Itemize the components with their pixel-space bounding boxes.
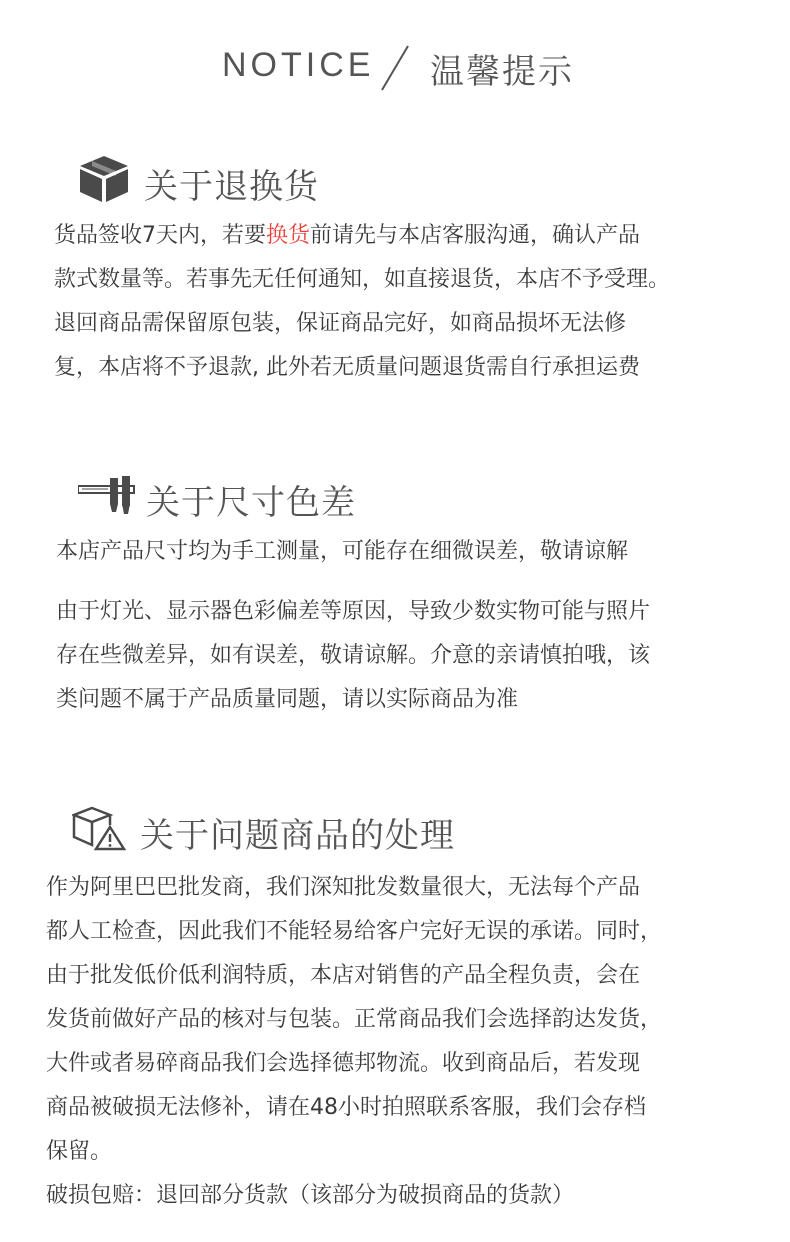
caliper-icon [78,474,136,525]
section-issues-title [72,805,455,860]
size-line-1: 本店产品尺寸均为手工测量，可能存在细微误差，敬请谅解 [56,539,629,564]
issues-line-2: 都人工检查，因此我们不能轻易给客户完好无误的承诺。同时， [46,919,663,944]
size-line-4: 类问题不属于产品质量同题，请以实际商品为准 [56,687,519,712]
issues-line-3: 由于批发低价低利润特质，本店对销售的产品全程负责，会在 [46,963,641,988]
notice-title-cn: 温馨提示 [430,52,574,92]
returns-line-4: 复，本店将不予退款, 此外若无质量问题退货需自行承担运费 [54,355,640,380]
issues-line-1: 作为阿里巴巴批发商，我们深知批发数量很大，无法每个产品 [46,875,641,900]
section-size-title [78,474,356,525]
size-line-3: 存在些微差异，如有误差，敬请谅解。介意的亲请慎拍哦，该 [56,643,651,668]
section-title-text: 关于退换货 [144,167,319,207]
section-title-text: 关于问题商品的处理 [140,816,455,856]
section-title-text: 关于尺寸色差 [146,483,356,523]
slash-divider [378,42,412,98]
returns-line-2: 款式数量等。若事先无任何通知，如直接退货，本店不予受理。 [54,267,671,292]
issues-line-5: 大件或者易碎商品我们会选择德邦物流。收到商品后，若发现 [46,1051,641,1076]
size-line-2: 由于灯光、显示器色彩偏差等原因，导致少数实物可能与照片 [56,599,651,624]
highlight-exchange: 换货 [266,223,311,248]
issues-line-4: 发货前做好产品的核对与包装。正常商品我们会选择韵达发货， [46,1007,663,1032]
returns-line-1-b: 前请先与本店客服沟通，确认产品 [310,223,641,248]
issues-line-8: 破损包赔：退回部分货款（该部分为破损商品的货款） [46,1183,575,1208]
returns-line-3: 退回商品需保留原包装，保证商品完好，如商品损坏无法修 [54,311,627,336]
issues-line-6: 商品被破损无法修补，请在48小时拍照联系客服，我们会存档 [46,1095,646,1120]
returns-line-1-a: 货品签收7天内，若要 [54,223,266,248]
notice-title-en: NOTICE [222,46,375,84]
returns-line-1 [54,218,640,249]
box-icon [78,154,130,213]
damaged-box-icon [72,805,126,860]
notice-header [0,38,790,94]
section-returns-title [78,154,319,213]
issues-line-7: 保留。 [46,1139,113,1164]
